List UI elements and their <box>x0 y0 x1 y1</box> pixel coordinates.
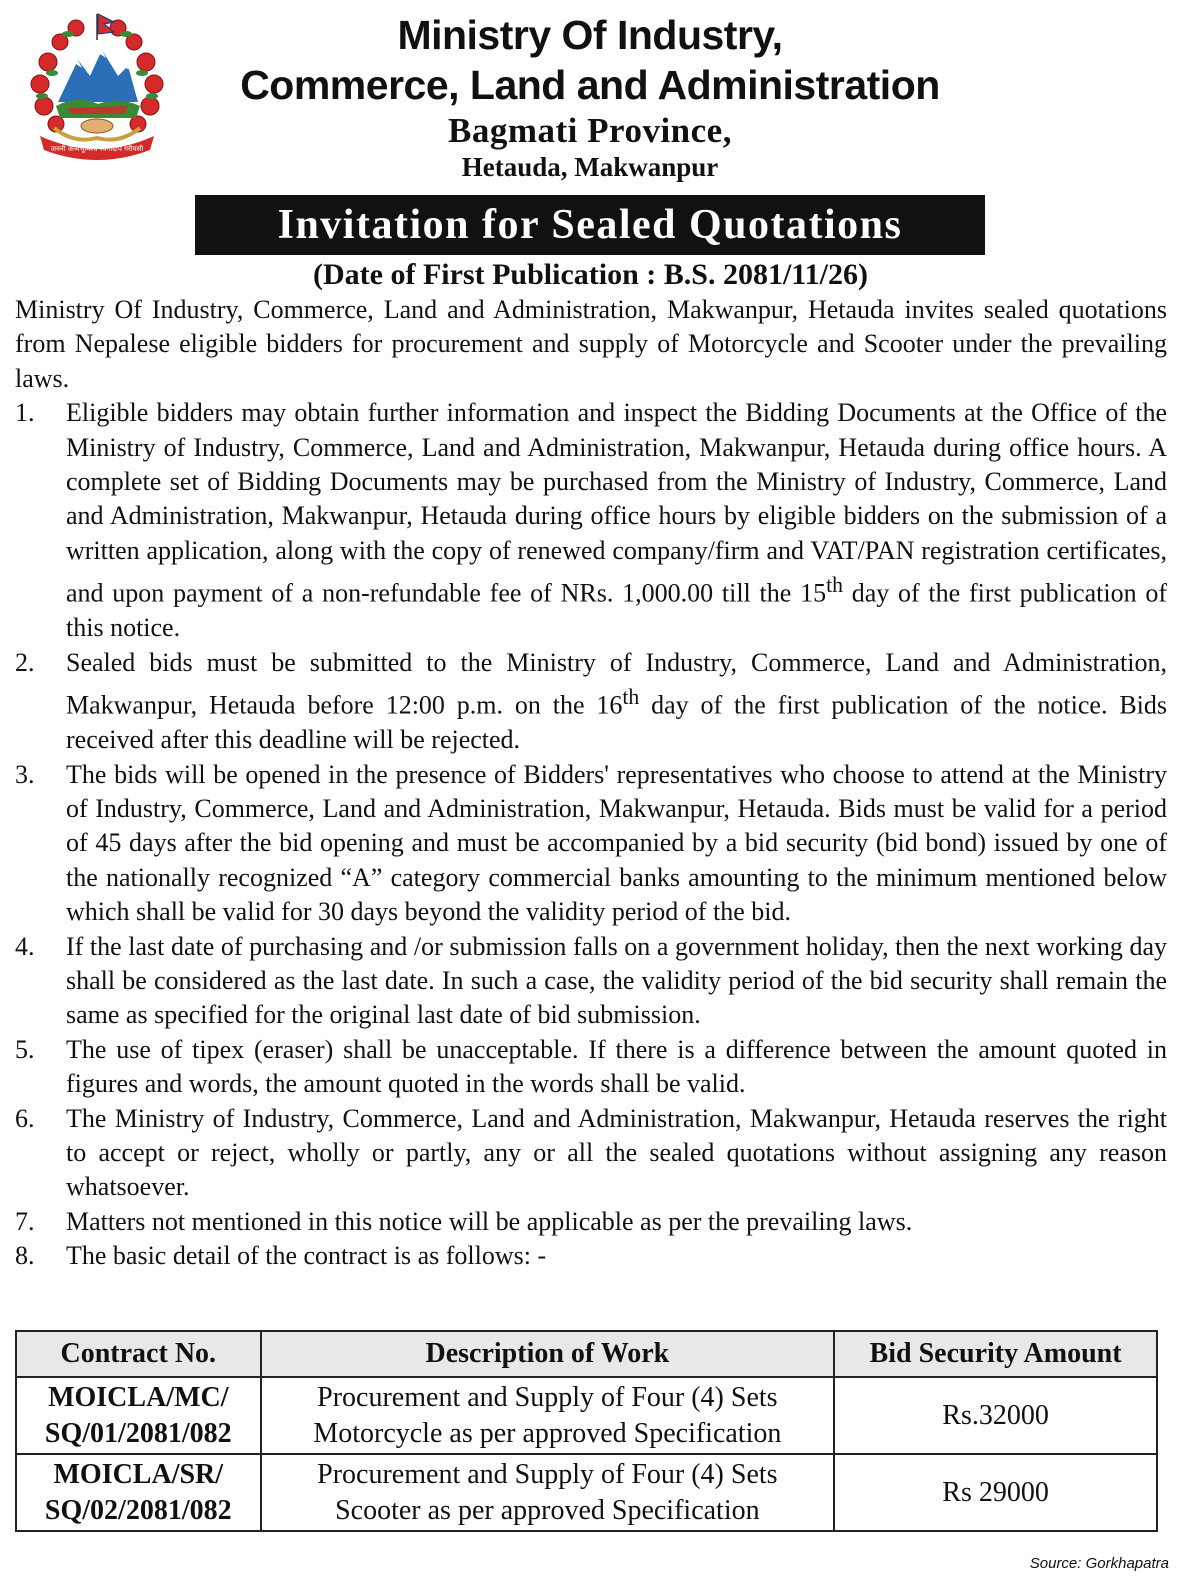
header-bid-security: Bid Security Amount <box>834 1331 1157 1377</box>
contract-no-line1: MOICLA/MC/ <box>48 1381 229 1413</box>
ministry-name <box>190 10 990 110</box>
item-number: 1. <box>15 398 35 428</box>
item-text: The bids will be opened in the presence of Bidders' representatives who choose to attend at the Ministry of Industry, Commerce, Land and Administration, Makwanpur, Hetauda. Bids must be valid for a period of 45 days after the bid opening and must be accompanied by a bid security (bid bond) issued by one of the nationally recognized “A” category commercial banks amounting to the minimum mentioned below which shall be valid for 30 days beyond the validity period of the bid. <box>66 759 1167 927</box>
description-line2: Motorcycle as per approved Specification <box>313 1417 782 1449</box>
notice-title: Invitation for Sealed Quotations <box>195 195 985 255</box>
item-number: 6. <box>15 1103 35 1133</box>
item-number: 4. <box>15 931 35 961</box>
nepal-coat-of-arms-icon <box>18 10 176 160</box>
publication-date: (Date of First Publication : B.S. 2081/11/26) <box>313 258 868 291</box>
item-text: The Ministry of Industry, Commerce, Land and Administration, Makwanpur, Hetauda reserves the right to accept or reject, wholly or partly, any or all the sealed quotations without assigning any reason whatsoever. <box>66 1103 1167 1202</box>
item-text: The use of tipex (eraser) shall be unacceptable. If there is a difference between the amount quoted in figures and words, the amount quoted in the words shall be valid. <box>66 1034 1167 1099</box>
item-number: 7. <box>15 1206 35 1236</box>
notice-items <box>15 396 1167 1273</box>
item-text-end: day of the first publication of the notice. Bids received after this deadline will be rejected. <box>66 690 1167 755</box>
item-text: Eligible bidders may obtain further information and inspect the Bidding Documents at the Office of the Ministry of Industry, Commerce, Land and Administration, Makwanpur, Hetauda during office hours. A complete set of Bidding Documents may be purchased from the Ministry of Industry, Commerce, Land and Administration, Makwanpur, Hetauda during office hours by eligible bidders on the submission of a written application, along with the copy of renewed company/firm and VAT/PAN registration certificates, and upon payment of a non-refundable fee of NRs. 1,000.00 till the 15 <box>66 398 1167 608</box>
ministry-name-line1: Ministry Of Industry, <box>397 12 783 58</box>
contract-no-cell <box>16 1377 261 1454</box>
item-number: 2. <box>15 647 35 677</box>
item-superscript: th <box>622 685 640 710</box>
table-row <box>16 1377 1157 1454</box>
description-line2: Scooter as per approved Specification <box>335 1494 760 1526</box>
province-name: Bagmati Province, <box>448 111 732 150</box>
notice-item <box>15 1033 1167 1102</box>
description-cell <box>261 1454 835 1531</box>
description-line1: Procurement and Supply of Four (4) Sets <box>317 1458 778 1490</box>
description-cell <box>261 1377 835 1454</box>
item-number: 8. <box>15 1241 35 1271</box>
header-description: Description of Work <box>261 1331 835 1377</box>
notice-body <box>15 293 1167 1274</box>
description-line1: Procurement and Supply of Four (4) Sets <box>317 1381 778 1413</box>
item-text: Matters not mentioned in this notice will be applicable as per the prevailing laws. <box>66 1206 913 1236</box>
item-number: 5. <box>15 1034 35 1064</box>
item-superscript: th <box>826 573 843 598</box>
contract-table <box>15 1330 1158 1532</box>
ministry-name-line2: Commerce, Land and Administration <box>240 62 940 108</box>
contract-no-cell <box>16 1454 261 1531</box>
amount-cell: Rs 29000 <box>834 1454 1157 1531</box>
contract-no-line2: SQ/01/2081/082 <box>44 1417 232 1449</box>
header-contract-no: Contract No. <box>16 1331 261 1377</box>
contract-no-line2: SQ/02/2081/082 <box>44 1494 232 1526</box>
item-text: The basic detail of the contract is as follows: - <box>66 1241 547 1271</box>
emblem-motto: जननी जन्मभूमिश्च स्वर्गादपि गरीयसी <box>50 145 144 153</box>
table-row <box>16 1454 1157 1531</box>
notice-item <box>15 930 1167 1033</box>
item-number: 3. <box>15 759 35 789</box>
source-credit: Source: Gorkhapatra <box>1029 1555 1169 1572</box>
item-text-end: day of the first publication of this notice. <box>66 578 1167 643</box>
notice-item <box>15 1205 1167 1239</box>
notice-item <box>15 758 1167 930</box>
notice-item <box>15 396 1167 646</box>
amount-cell: Rs.32000 <box>834 1377 1157 1454</box>
notice-item <box>15 1102 1167 1205</box>
intro-paragraph: Ministry Of Industry, Commerce, Land and Administration, Makwanpur, Hetauda invites sealed quotations from Nepalese eligible bidders for procurement and supply of Motorcycle and Scooter under the prevailing laws. <box>15 295 1167 393</box>
contract-no-line1: MOICLA/SR/ <box>53 1458 224 1490</box>
notice-item <box>15 1239 1167 1273</box>
table-header-row <box>16 1331 1157 1377</box>
office-location: Hetauda, Makwanpur <box>461 152 719 182</box>
item-text: If the last date of purchasing and /or submission falls on a government holiday, then the next working day shall be considered as the last date. In such a case, the validity period of the bid security shall remain the same as specified for the original last date of bid submission. <box>66 931 1167 1030</box>
notice-item <box>15 646 1167 758</box>
item-text: Sealed bids must be submitted to the Ministry of Industry, Commerce, Land and Administration, Makwanpur, Hetauda before 12:00 p.m. on the 16 <box>66 647 1167 720</box>
